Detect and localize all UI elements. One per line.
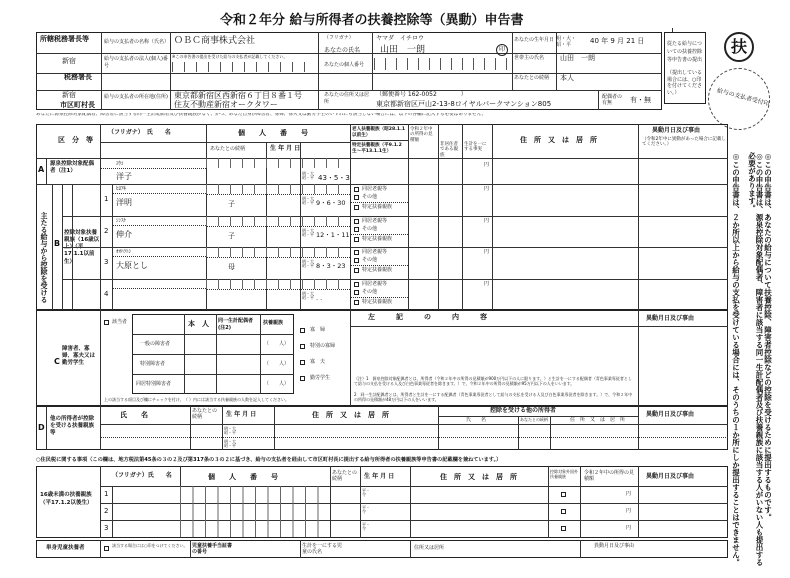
b-row-opt1: 同居老親等 [362, 249, 388, 255]
employee-name-label: あなたの氏名 [324, 47, 361, 54]
hdr-category: 区 分 等 [58, 136, 93, 144]
b-row-era: 明・大昭・平 [302, 259, 314, 269]
seal-mark-label: 印 [498, 46, 505, 53]
hdr-specific: 特定扶養親族（平9.1.2生〜平13.1.1生） [352, 143, 402, 154]
b-row-yen: 円 [484, 217, 490, 224]
b-row-opt3-checkbox[interactable] [354, 205, 359, 210]
resident-tax-furigana: （フリガナ）氏 名 [112, 472, 172, 479]
payer-number-note: ※この申告書の提出を受けた給与の支払者が記載してください。 [172, 54, 288, 59]
b-row-birth: 12・1・11 [316, 230, 350, 239]
employee-mynumber-label: あなたの個人番号 [324, 62, 365, 68]
count-general: （ 人） [264, 341, 290, 347]
payer-address-line2: 住友不動産新宿オークタワー [174, 100, 278, 109]
birth-era: 明・大・昭・平 [556, 36, 577, 48]
type-special: 特別障害者 [140, 361, 166, 367]
b-row-opt2: その他 [362, 194, 378, 200]
b-row-era: 明・大昭・平 [302, 227, 314, 237]
b-row-number-boxes [206, 216, 350, 226]
resident-tax-heading: ○住民税に関する事項（この欄は、地方税法第45条の３の２及び第317条の３の２に基づき、給与の支払者を経由して市区町村長に提出する給与所得者の扶養親族等申告書の記載欄を兼ねています。） [36, 457, 502, 463]
secondary-note-line4: （提出している場合には、○印を付けてください。） [667, 70, 703, 96]
single-parent-change: 異動月日及び事由 [594, 543, 635, 549]
resident-tax-relation: あなたとの続柄 [332, 470, 358, 482]
rt-row-checkbox[interactable] [561, 509, 566, 514]
rt-row-no: 1 [104, 490, 109, 498]
employee-furigana-label: （フリガナ） [324, 35, 354, 41]
b-row-birth: 9・6・30 [316, 199, 346, 207]
type-cohabit: 同居特別障害者 [136, 381, 172, 387]
employee-address-label: あなたの住所又は居所 [324, 92, 370, 105]
special-widow-checkbox[interactable] [300, 344, 305, 349]
rt-row-yen: 円 [626, 491, 632, 497]
employee-postal: （郵便番号 162-0052 ） [376, 91, 467, 98]
hdr-living-expense: 生計を一にする事実 [464, 142, 487, 153]
b-row-yen: 円 [484, 186, 490, 192]
section-d-birth: 生 年 月 日 [226, 411, 257, 418]
rt-row-era: 平・令 [362, 505, 370, 515]
b-row-opt1: 同居老親等 [362, 217, 388, 224]
section-b-label: 控除対象扶養親族（16歳以上）（平17.1.1以前生） [64, 230, 100, 265]
widow-label: 寡 婦 [310, 327, 326, 333]
b-row-era: 明・大昭・平 [302, 290, 314, 300]
payer-address-label: 給与の支払者の所在地(住所) [104, 94, 168, 100]
special-widow-label: 特別の寡婦 [310, 343, 336, 349]
rt-row-number-boxes [180, 520, 330, 537]
section-d-label: 他の所得者が控除を受ける扶養親族等 [50, 416, 95, 437]
section-c-change: 異動月日及び事由 [646, 315, 695, 322]
birth-label: あなたの生年月日 [514, 37, 555, 43]
resident-tax-deduction: 控除対象外国外扶養親族 [550, 469, 578, 479]
section-a-letter: A [38, 165, 45, 174]
rt-row-yen: 円 [626, 525, 632, 531]
b-row-number-boxes [206, 279, 350, 289]
single-parent-number-label: 児童扶養手当証書の番号 [192, 543, 233, 555]
b-row-opt1: 同居老親等 [362, 280, 388, 287]
tax-office-suffix: 税務署長 [64, 73, 92, 81]
single-parent-check: 該当する場合には○印をつけてください。 [112, 543, 188, 548]
b-row-opt3: 特定扶養親族 [362, 235, 393, 242]
head-name-label: 世帯主の氏名 [514, 55, 545, 61]
section-b-letter: B [54, 239, 61, 248]
col-self: 本 人 [188, 320, 209, 328]
rt-row-number-boxes [180, 486, 330, 503]
section-a-furigana: ﾖｳｺ [116, 161, 124, 167]
section-d-address: 住 所 又 は 居 所 [312, 411, 389, 419]
b-row-no: 4 [104, 289, 109, 298]
b-row-no: 1 [104, 195, 109, 203]
rt-row-checkbox[interactable] [561, 492, 566, 497]
section-a-name: 洋子 [116, 172, 132, 181]
section-d-era-1: 明・大昭・平 [224, 426, 236, 436]
col-spouse: 同一生計配偶者(注2) [218, 318, 254, 331]
student-checkbox[interactable] [300, 376, 305, 381]
section-a-number-boxes [206, 158, 350, 168]
employee-address-value: 東京都新宿区戸山2-13-8ロイヤルパークマンション805 [376, 100, 552, 108]
widower-checkbox[interactable] [300, 360, 305, 365]
b-row-number-boxes [206, 184, 350, 194]
rt-row-checkbox[interactable] [561, 526, 566, 531]
b-row-no: 3 [104, 258, 109, 266]
type-general: 一般の障害者 [140, 341, 171, 347]
hdr-change-note: （令和2年中に異動があった場合に記載してください。） [642, 137, 726, 148]
hdr-birth: 生 年 月 日 [270, 145, 301, 152]
hdr-nonres-flag: 非居住者である親族 [440, 142, 458, 158]
b-row-yen: 円 [484, 280, 490, 287]
spouse-value: 有・無 [630, 96, 651, 104]
b-row-name: 伸介 [116, 229, 132, 239]
section-a-yen: 円 [484, 162, 490, 168]
b-row-opt2: その他 [362, 288, 378, 295]
resident-tax-change: 異動月日及び事由 [646, 473, 695, 480]
b-row-opt1-checkbox[interactable] [354, 250, 359, 255]
b-row-birth: 8・3・23 [316, 262, 346, 270]
b-row-opt3: 特定扶養親族 [362, 267, 393, 273]
rt-row-era: 平・令 [362, 488, 370, 498]
b-row-opt2-checkbox[interactable] [354, 258, 359, 263]
b-row-opt2-checkbox[interactable] [354, 227, 359, 232]
secondary-note-line1: 従たる給与につ [667, 41, 702, 47]
section-d-relation: あなたとの続柄 [192, 408, 218, 420]
spouse-label: 配偶者の有無 [602, 94, 623, 106]
section-d-other-name: 氏 名 [466, 417, 487, 423]
b-row-name: 洋明 [116, 198, 132, 207]
hdr-individual-number: 個 人 番 号 [238, 129, 308, 137]
count-special: （ 人） [264, 361, 290, 367]
relation-label: あなたとの続柄 [514, 75, 550, 81]
single-parent-name-label: 生計を一にする児童の氏名 [302, 543, 343, 555]
rt-row-no: 2 [104, 507, 109, 515]
receipt-stamp-text: 給与の支払者受付印 [716, 87, 771, 108]
b-row-furigana: ﾋﾛｱｷ [116, 186, 127, 192]
b-row-name: 大原とし [116, 261, 148, 270]
rt-row-era: 平・令 [362, 522, 370, 532]
section-c-note1: （注）1 源泉控除対象配偶者とは、所得者（令和２年中の所得の見積額が900万円以下の人に限ります。）と生計を一にする配偶者（青色事業専従者として給与の支払を受ける人及び白色事業専従者を除きます。）で、令和２年中の所得の見積額が95万円以下の人をいいます。 [354, 376, 632, 387]
b-row-opt2-checkbox[interactable] [354, 290, 359, 295]
b-row-furigana: ｼﾝｽｹ [116, 217, 127, 224]
section-d-letter: D [38, 423, 45, 432]
single-parent-address-label: 住所又は居所 [414, 545, 445, 551]
notice-bar: あなたに源泉控除対象配偶者、障害者に該当する同一生計配偶者及び扶養親族がなく、かつ、あなた自身が障害者、寡婦、寡夫又は勤労学生のいずれにも該当しない場合には、以下の各欄に記入する必要はありません。 [36, 113, 487, 117]
section-c-checkbox[interactable] [104, 320, 109, 325]
section-d-name: 氏 名 [120, 411, 148, 419]
hdr-furigana-name: （フリガナ） 氏 名 [108, 129, 171, 136]
b-row-opt1-checkbox[interactable] [354, 219, 359, 224]
resident-tax-number: 個 人 番 号 [208, 473, 278, 481]
payer-name-label: 給与の支払者の名称（氏名） [104, 39, 170, 45]
vertical-note-3: ◎この申告書は、２か所以上から給与の支払を受けている場合には、そのうちの１か所にしか提出することはできません。 [731, 152, 741, 566]
section-c-check-label: 該当者 [112, 319, 128, 325]
vertical-note-2: ◎この申告書は、源泉控除対象配偶者、障害者に該当する同一生計配偶者及び扶養親族に該当する人がいない人も提出する必要があります。 [747, 152, 764, 566]
b-row-opt3-checkbox[interactable] [354, 237, 359, 242]
b-row-birth: . . [316, 293, 323, 302]
hdr-relation: あなたとの続柄 [210, 146, 246, 152]
col-dependents: 扶養親族 [263, 320, 284, 326]
form-title: 令和２年分 給与所得者の扶養控除等（異動）申告書 [220, 13, 524, 28]
hdr-nonresident: 令和２年中の所得の見積額 [410, 127, 433, 143]
b-row-opt1-checkbox[interactable] [354, 282, 359, 287]
b-row-relation: 子 [228, 231, 235, 240]
main-payer-group-label: 主たる給与から控除を受ける [40, 212, 48, 303]
b-row-opt3-checkbox[interactable] [354, 268, 359, 273]
rt-row-yen: 円 [626, 508, 632, 514]
section-d-other-relation: あなたとの続柄 [520, 417, 548, 422]
b-row-opt1: 同居老親等 [362, 186, 388, 192]
section-c-note2: 2 同一生計配偶者とは、所得者と生計を一にする配偶者（青色事業専従者として給与の支払を受ける人及び白色事業専従者を除きます。）で、令和２年中の所得の見積額が48万円以下の人をいいます。 [354, 392, 633, 403]
b-row-relation: 母 [228, 263, 235, 271]
birth-value: 40 年 9 月 21 日 [590, 37, 645, 45]
b-row-opt2: その他 [362, 257, 378, 263]
b-row-furigana: ｵｵﾊﾗﾄｼ [116, 249, 132, 255]
hdr-address: 住 所 又 は 居 所 [520, 136, 597, 144]
b-row-opt2: その他 [362, 225, 378, 232]
employee-mynumber-boxes [374, 58, 510, 70]
badge-label: 扶 [730, 37, 747, 56]
b-row-opt3: 特定扶養親族 [362, 298, 393, 305]
hdr-elderly: 老人扶養親族（昭28.1.1以前生） [352, 127, 406, 138]
section-d-era-2: 明・大昭・平 [224, 439, 236, 449]
b-row-relation: 子 [228, 200, 235, 208]
b-row-opt1-checkbox[interactable] [354, 187, 359, 192]
section-a-label: 源泉控除対象配偶者（注1） [50, 161, 95, 175]
hdr-change: 異動月日及び事由 [652, 127, 701, 134]
relation-value: 本人 [560, 74, 574, 82]
resident-tax-income: 令和２年中の所得の見積額 [584, 470, 635, 482]
head-name-value: 山田 一朗 [560, 54, 595, 62]
widower-label: 寡 夫 [310, 359, 326, 365]
section-a-era: 明・大昭・平 [302, 171, 314, 181]
b-row-opt3: 特定扶養親族 [362, 204, 393, 210]
count-cohabit: （ 人） [264, 381, 290, 387]
payer-number-boxes [172, 62, 316, 72]
section-d-change: 異動月日及び事由 [646, 411, 695, 418]
section-c-letter: C [54, 357, 60, 366]
seal-mark [496, 44, 508, 56]
b-row-opt3-checkbox[interactable] [354, 300, 359, 305]
widow-checkbox[interactable] [300, 328, 305, 333]
vertical-note-1: ◎この申告書は、あなたの給与について扶養控除、障害者控除などの控除を受けるために提出するものです。 [763, 152, 773, 521]
student-label: 勤労学生 [310, 375, 331, 381]
section-a-birth: 43・5・3 [318, 174, 350, 182]
section-c-note: 上の該当する項目及び欄にチェックを付け、（ ）内には該当する扶養親族の人数を記入してください。 [104, 397, 289, 402]
section-d-other-payer: 控除を受ける他の所得者 [490, 407, 557, 414]
city-suffix: 市区町村長 [60, 101, 95, 109]
b-row-era: 明・大昭・平 [302, 196, 314, 206]
employee-furigana-value: ヤマダ イチロウ [376, 35, 425, 42]
resident-tax-address: 住 所 又 は 居 所 [440, 473, 517, 481]
payer-name-value: ＯＢＣ商事株式会社 [174, 36, 256, 46]
resident-tax-birth: 生 年 月 日 [364, 473, 395, 480]
employee-name-value: 山田 一朗 [380, 45, 426, 55]
b-row-yen: 円 [484, 249, 490, 255]
payer-number-label: 給与の支払者の法人(個人)番号 [104, 56, 168, 69]
rt-row-no: 3 [104, 524, 109, 532]
tax-office-head: 所轄税務署長等 [40, 35, 89, 43]
form-badge [724, 32, 754, 62]
section-c-desc-header: 左 記 の 内 容 [368, 313, 487, 321]
payer-address-line1: 東京都新宿区西新宿６丁目８番１号 [174, 91, 302, 100]
b-row-opt2-checkbox[interactable] [354, 195, 359, 200]
rt-row-number-boxes [180, 503, 330, 520]
b-row-no: 2 [104, 226, 109, 235]
section-d-other-address: 住 所 又 は 居 所 [570, 417, 626, 423]
single-parent-label: 単身児童扶養者 [46, 545, 85, 551]
tax-office-name: 新宿 [62, 57, 76, 65]
section-c-label: 障害者、寡婦、寡夫又は勤労学生 [62, 346, 96, 367]
city-name: 新宿 [62, 91, 76, 99]
secondary-note-line3: 等申告書の提出 [667, 57, 703, 63]
secondary-note-line2: いての扶養控除 [667, 49, 703, 55]
single-parent-checkbox[interactable] [104, 546, 109, 551]
b-row-number-boxes [206, 247, 350, 257]
resident-tax-label: 16歳未満の扶養親族（平17.1.2以後生） [40, 492, 93, 506]
